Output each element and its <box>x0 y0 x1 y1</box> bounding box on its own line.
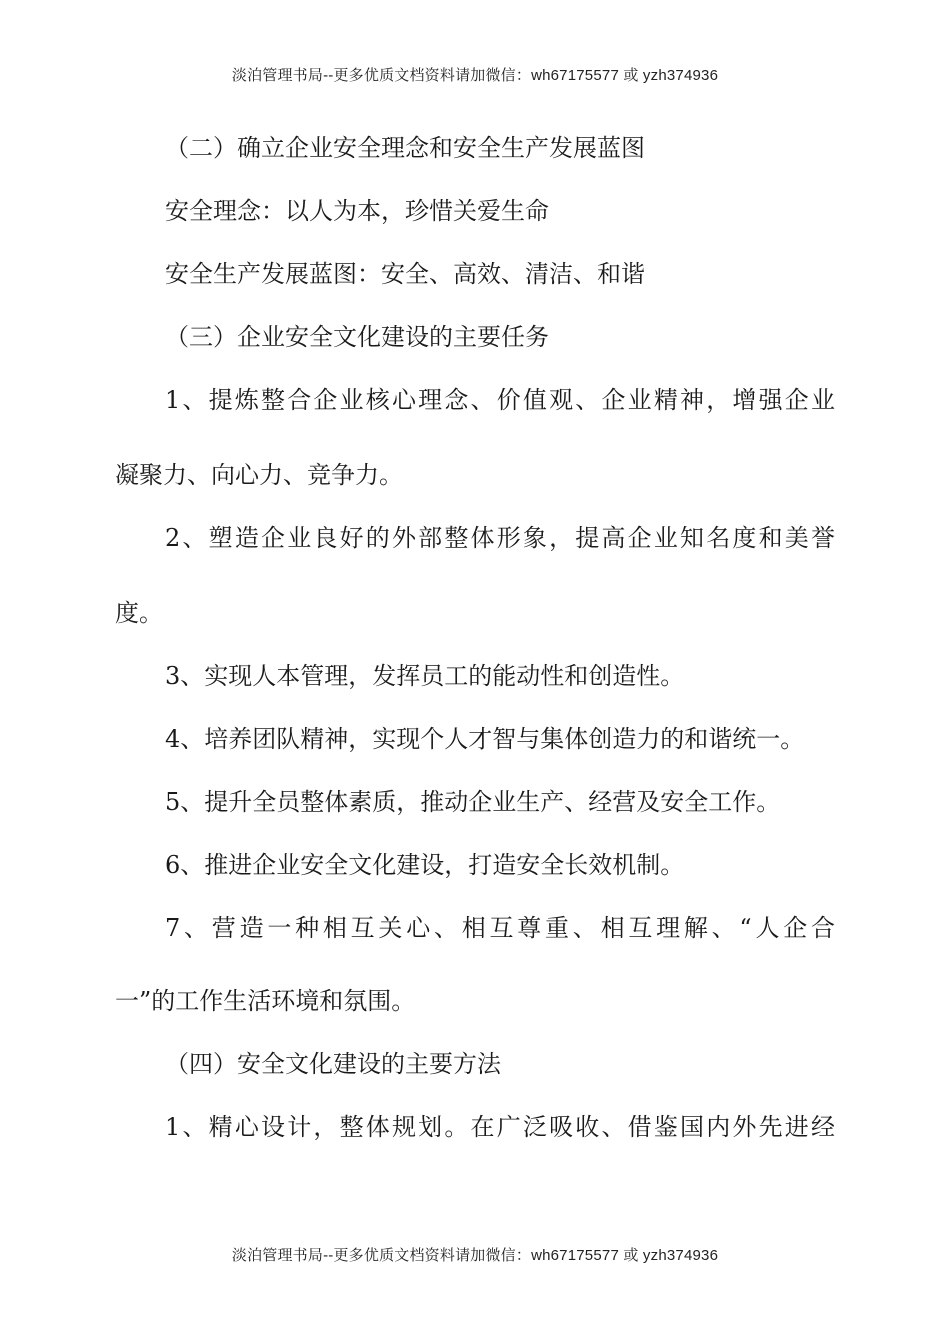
paragraph-line: 5、提升全员整体素质，推动企业生产、经营及安全工作。 <box>165 788 781 816</box>
section-heading-4: （四）安全文化建设的主要方法 <box>165 1050 501 1078</box>
paragraph-line: 安全理念：以人为本，珍惜关爱生命 <box>165 197 549 225</box>
paragraph-line: 一”的工作生活环境和氛围。 <box>115 987 416 1015</box>
paragraph-line: 凝聚力、向心力、竞争力。 <box>115 461 403 489</box>
paragraph-line: 3、实现人本管理，发挥员工的能动性和创造性。 <box>165 662 685 690</box>
paragraph-line: 4、培养团队精神，实现个人才智与集体创造力的和谐统一。 <box>165 725 805 753</box>
paragraph-line: 6、推进企业安全文化建设，打造安全长效机制。 <box>165 851 685 879</box>
paragraph-line: 7、营造一种相互关心、相互尊重、相互理解、“人企合 <box>165 914 835 942</box>
section-heading-2: （二）确立企业安全理念和安全生产发展蓝图 <box>165 134 645 162</box>
page-footer: 淡泊管理书局--更多优质文档资料请加微信：wh67175577 或 yzh374936 <box>231 1247 719 1264</box>
paragraph-line: 2、塑造企业良好的外部整体形象，提高企业知名度和美誉 <box>165 524 835 552</box>
paragraph-line: 度。 <box>115 599 163 627</box>
page-header: 淡泊管理书局--更多优质文档资料请加微信：wh67175577 或 yzh374936 <box>231 67 719 84</box>
section-heading-3: （三）企业安全文化建设的主要任务 <box>165 323 549 351</box>
paragraph-line: 1、精心设计，整体规划。在广泛吸收、借鉴国内外先进经 <box>165 1113 835 1141</box>
paragraph-line: 安全生产发展蓝图：安全、高效、清洁、和谐 <box>165 260 645 288</box>
paragraph-line: 1、提炼整合企业核心理念、价值观、企业精神，增强企业 <box>165 386 835 414</box>
